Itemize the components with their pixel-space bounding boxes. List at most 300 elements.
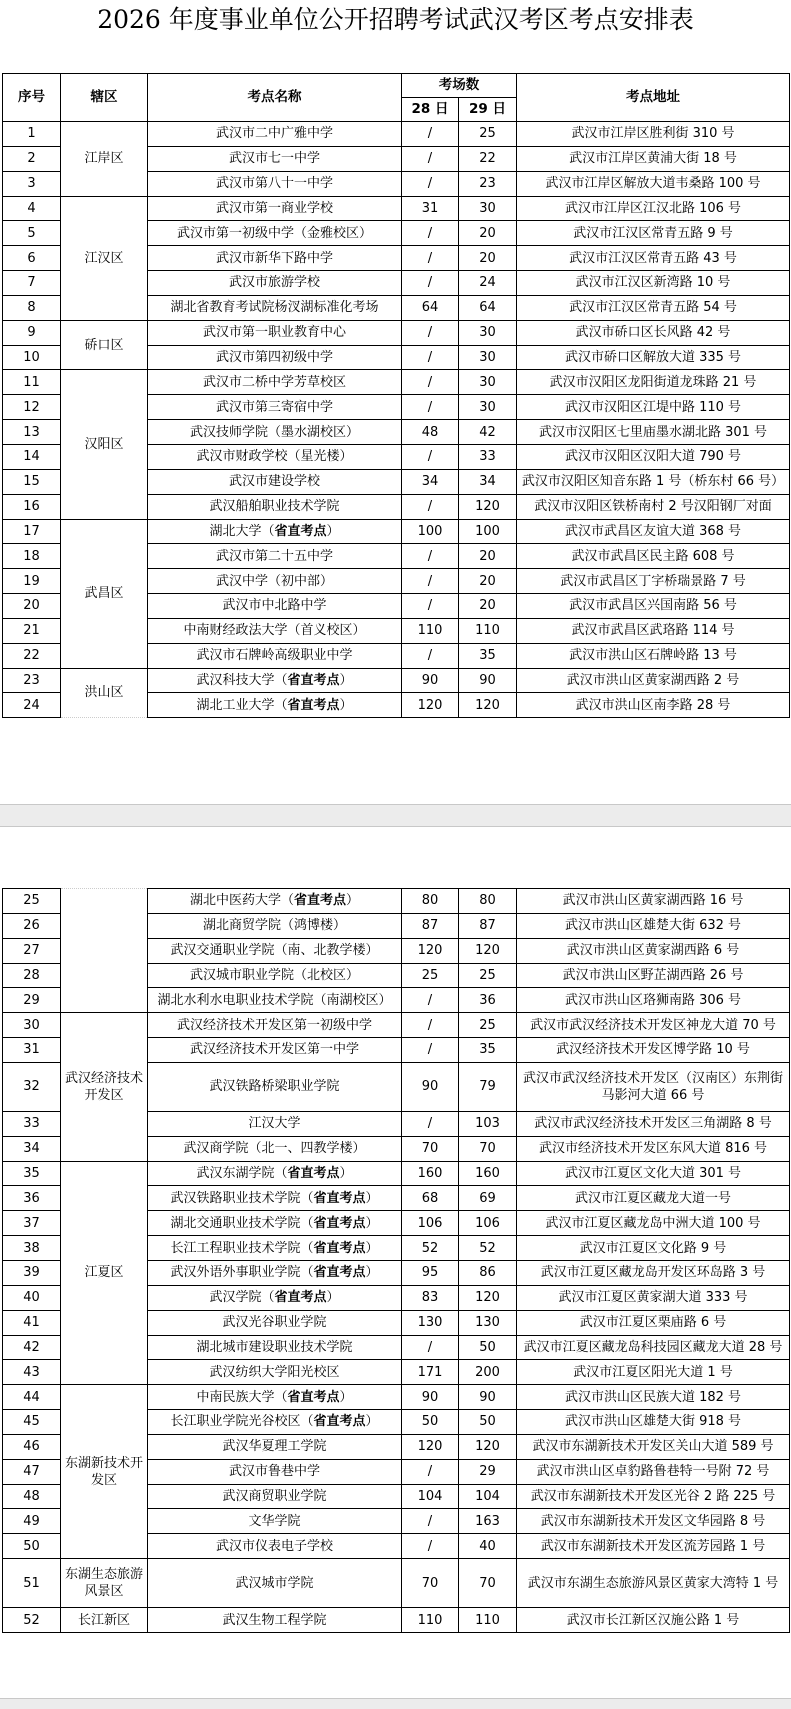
site-name xyxy=(148,1236,402,1261)
rooms-day-29: 20 xyxy=(459,544,517,569)
site-name xyxy=(148,1038,402,1063)
rooms-day-29: 30 xyxy=(459,196,517,221)
site-address: 武汉市江汉区新湾路 10 号 xyxy=(517,271,790,296)
site-address: 武汉市江夏区阳光大道 1 号 xyxy=(517,1360,790,1385)
site-address: 武汉市江夏区栗庙路 6 号 xyxy=(517,1310,790,1335)
site-name-text: 武汉市财政学校（星光楼） xyxy=(196,449,353,465)
provincial-site-note: 省直考点 xyxy=(293,893,346,909)
page-separator xyxy=(0,1698,791,1709)
rooms-day-28: / xyxy=(402,1013,459,1038)
site-name xyxy=(148,643,402,668)
rooms-day-28: 70 xyxy=(402,1559,459,1608)
site-name-tail: ） xyxy=(365,1265,379,1281)
provincial-site-note: 省直考点 xyxy=(313,1414,366,1430)
site-name xyxy=(148,246,402,271)
site-address: 武汉市江岸区胜利街 310 号 xyxy=(517,122,790,147)
site-name-text: 武汉市仪表电子学校 xyxy=(215,1538,333,1554)
rooms-day-29: 25 xyxy=(459,1013,517,1038)
row-index: 18 xyxy=(3,544,61,569)
rooms-day-29: 130 xyxy=(459,1310,517,1335)
rooms-day-29: 69 xyxy=(459,1186,517,1211)
site-name-text: 湖北省教育考试院杨汊湖标准化考场 xyxy=(170,300,379,316)
rooms-day-29: 86 xyxy=(459,1260,517,1285)
rooms-day-29: 103 xyxy=(459,1111,517,1136)
header-index: 序号 xyxy=(3,74,61,122)
site-name xyxy=(148,1459,402,1484)
rooms-day-29: 160 xyxy=(459,1161,517,1186)
site-name-text: 中南财经政法大学（首义校区） xyxy=(183,623,366,639)
rooms-day-28: / xyxy=(402,1459,459,1484)
rooms-day-29: 22 xyxy=(459,146,517,171)
rooms-day-28: 90 xyxy=(402,1062,459,1111)
site-name-text: 武汉华夏理工学院 xyxy=(222,1439,327,1455)
row-index: 5 xyxy=(3,221,61,246)
header-address: 考点地址 xyxy=(517,74,790,122)
district-cell: 江夏区 xyxy=(61,1161,148,1385)
site-address: 武汉市洪山区黄家湖西路 16 号 xyxy=(517,889,790,914)
rooms-day-28: 100 xyxy=(402,519,459,544)
provincial-site-note: 省直考点 xyxy=(313,1215,366,1231)
row-index: 13 xyxy=(3,420,61,445)
page-separator xyxy=(0,804,791,827)
row-index: 52 xyxy=(3,1608,61,1633)
rooms-day-29: 30 xyxy=(459,345,517,370)
site-name-tail: ） xyxy=(339,672,353,688)
rooms-day-28: 110 xyxy=(402,1608,459,1633)
rooms-day-29: 120 xyxy=(459,494,517,519)
rooms-day-28: / xyxy=(402,444,459,469)
provincial-site-note: 省直考点 xyxy=(287,697,340,713)
site-address: 武汉市武昌区丁字桥瑞景路 7 号 xyxy=(517,569,790,594)
site-name-tail: ） xyxy=(365,1240,379,1256)
row-index: 27 xyxy=(3,938,61,963)
site-name-text: 湖北城市建设职业技术学院 xyxy=(196,1339,353,1355)
table-body xyxy=(3,122,790,718)
rooms-day-29: 90 xyxy=(459,1385,517,1410)
row-index: 36 xyxy=(3,1186,61,1211)
site-address: 武汉经济技术开发区博学路 10 号 xyxy=(517,1038,790,1063)
site-address: 武汉市东湖新技术开发区关山大道 589 号 xyxy=(517,1434,790,1459)
site-name xyxy=(148,1013,402,1038)
rooms-day-28: 70 xyxy=(402,1136,459,1161)
site-name-text: 武汉市二桥中学芳草校区 xyxy=(202,374,346,390)
table-row xyxy=(3,196,790,221)
rooms-day-28: 130 xyxy=(402,1310,459,1335)
table-row xyxy=(3,889,790,914)
table-row xyxy=(3,1013,790,1038)
row-index: 46 xyxy=(3,1434,61,1459)
rooms-day-29: 50 xyxy=(459,1410,517,1435)
rooms-day-28: 34 xyxy=(402,469,459,494)
site-name xyxy=(148,938,402,963)
rooms-day-29: 35 xyxy=(459,1038,517,1063)
rooms-day-28: / xyxy=(402,594,459,619)
site-name-tail: ） xyxy=(339,1389,353,1405)
district-cell: 武昌区 xyxy=(61,519,148,668)
row-index: 30 xyxy=(3,1013,61,1038)
table-row xyxy=(3,668,790,693)
site-address: 武汉市汉阳区汉阳大道 790 号 xyxy=(517,444,790,469)
row-index: 24 xyxy=(3,693,61,718)
provincial-site-note: 省直考点 xyxy=(313,1240,366,1256)
site-address: 武汉市江夏区文化路 9 号 xyxy=(517,1236,790,1261)
site-name xyxy=(148,889,402,914)
row-index: 20 xyxy=(3,594,61,619)
site-address: 武汉市江夏区藏龙岛中洲大道 100 号 xyxy=(517,1211,790,1236)
row-index: 12 xyxy=(3,395,61,420)
site-address: 武汉市武昌区兴国南路 56 号 xyxy=(517,594,790,619)
site-name xyxy=(148,1260,402,1285)
rooms-day-29: 200 xyxy=(459,1360,517,1385)
provincial-site-note: 省直考点 xyxy=(287,1389,340,1405)
site-name xyxy=(148,963,402,988)
rooms-day-29: 70 xyxy=(459,1136,517,1161)
rooms-day-28: 83 xyxy=(402,1285,459,1310)
rooms-day-29: 30 xyxy=(459,370,517,395)
table-row xyxy=(3,1608,790,1633)
site-name-text: 湖北水利水电职业技术学院（南湖校区） xyxy=(157,992,392,1008)
site-address: 武汉市洪山区黄家湖西路 2 号 xyxy=(517,668,790,693)
site-address: 武汉市硚口区解放大道 335 号 xyxy=(517,345,790,370)
site-name xyxy=(148,196,402,221)
table-header xyxy=(3,74,790,122)
site-name-text: 武汉光谷职业学院 xyxy=(222,1315,327,1331)
site-name xyxy=(148,370,402,395)
row-index: 4 xyxy=(3,196,61,221)
site-address: 武汉市洪山区珞狮南路 306 号 xyxy=(517,988,790,1013)
site-name xyxy=(148,295,402,320)
rooms-day-29: 120 xyxy=(459,693,517,718)
row-index: 43 xyxy=(3,1360,61,1385)
row-index: 32 xyxy=(3,1062,61,1111)
row-index: 39 xyxy=(3,1260,61,1285)
site-address: 武汉市江夏区黄家湖大道 333 号 xyxy=(517,1285,790,1310)
site-name xyxy=(148,618,402,643)
rooms-day-28: 106 xyxy=(402,1211,459,1236)
rooms-day-28: 80 xyxy=(402,889,459,914)
site-address: 武汉市汉阳区七里庙墨水湖北路 301 号 xyxy=(517,420,790,445)
site-name-text: 湖北交通职业技术学院（ xyxy=(170,1215,314,1231)
site-name-text: 武汉生物工程学院 xyxy=(222,1612,327,1628)
rooms-day-28: / xyxy=(402,1509,459,1534)
rooms-day-28: 90 xyxy=(402,668,459,693)
site-name-text: 湖北中医药大学（ xyxy=(189,893,294,909)
site-name-text: 武汉技师学院（墨水湖校区） xyxy=(189,424,359,440)
site-name-text: 中南民族大学（ xyxy=(196,1389,288,1405)
district-cell: 洪山区 xyxy=(61,668,148,718)
site-name-text: 武汉经济技术开发区第一初级中学 xyxy=(176,1017,372,1033)
site-name xyxy=(148,1360,402,1385)
site-name xyxy=(148,693,402,718)
rooms-day-28: 104 xyxy=(402,1484,459,1509)
district-cell xyxy=(61,889,148,1013)
site-name-text: 武汉中学（初中部） xyxy=(215,573,333,589)
site-address: 武汉市江夏区文化大道 301 号 xyxy=(517,1161,790,1186)
row-index: 40 xyxy=(3,1285,61,1310)
header-district: 辖区 xyxy=(61,74,148,122)
rooms-day-28: / xyxy=(402,122,459,147)
site-address: 武汉市武汉经济技术开发区神龙大道 70 号 xyxy=(517,1013,790,1038)
rooms-day-28: 64 xyxy=(402,295,459,320)
site-name-tail: ） xyxy=(339,697,353,713)
rooms-day-29: 20 xyxy=(459,594,517,619)
provincial-site-note: 省直考点 xyxy=(274,523,327,539)
site-name-tail: ） xyxy=(365,1215,379,1231)
site-address: 武汉市武昌区民主路 608 号 xyxy=(517,544,790,569)
site-address: 武汉市江岸区解放大道韦桑路 100 号 xyxy=(517,171,790,196)
row-index: 2 xyxy=(3,146,61,171)
rooms-day-29: 163 xyxy=(459,1509,517,1534)
site-name-text: 武汉市建设学校 xyxy=(228,474,320,490)
site-name xyxy=(148,1111,402,1136)
rooms-day-29: 30 xyxy=(459,320,517,345)
site-name-text: 武汉市第二十五中学 xyxy=(215,548,333,564)
site-address: 武汉市东湖新技术开发区光谷 2 路 225 号 xyxy=(517,1484,790,1509)
rooms-day-28: 120 xyxy=(402,1434,459,1459)
rooms-day-29: 35 xyxy=(459,643,517,668)
row-index: 35 xyxy=(3,1161,61,1186)
site-name-text: 武汉市二中广雅中学 xyxy=(215,126,333,142)
rooms-day-28: / xyxy=(402,643,459,668)
header-rooms: 考场数 xyxy=(402,74,517,98)
site-name-tail: ） xyxy=(365,1190,379,1206)
site-address: 武汉市洪山区雄楚大街 918 号 xyxy=(517,1410,790,1435)
site-name xyxy=(148,320,402,345)
rooms-day-28: 31 xyxy=(402,196,459,221)
site-address: 武汉市东湖生态旅游风景区黄家大湾特 1 号 xyxy=(517,1559,790,1608)
district-cell: 东湖新技术开发区 xyxy=(61,1385,148,1559)
rooms-day-29: 34 xyxy=(459,469,517,494)
site-name-text: 文华学院 xyxy=(248,1513,301,1529)
site-name-text: 武汉市旅游学校 xyxy=(228,275,320,291)
site-name-text: 武汉市鲁巷中学 xyxy=(228,1464,320,1480)
site-name-text: 武汉市第四初级中学 xyxy=(215,350,333,366)
site-name-text: 武汉经济技术开发区第一中学 xyxy=(189,1042,359,1058)
site-name xyxy=(148,1385,402,1410)
rooms-day-28: 87 xyxy=(402,913,459,938)
site-name xyxy=(148,1534,402,1559)
site-name-text: 武汉交通职业学院（南、北教学楼） xyxy=(170,943,379,959)
site-name xyxy=(148,420,402,445)
district-cell: 武汉经济技术开发区 xyxy=(61,1013,148,1161)
site-address: 武汉市汉阳区龙阳街道龙珠路 21 号 xyxy=(517,370,790,395)
row-index: 23 xyxy=(3,668,61,693)
row-index: 51 xyxy=(3,1559,61,1608)
rooms-day-28: 52 xyxy=(402,1236,459,1261)
rooms-day-29: 120 xyxy=(459,1434,517,1459)
row-index: 10 xyxy=(3,345,61,370)
site-name xyxy=(148,1136,402,1161)
site-name-tail: ） xyxy=(326,523,340,539)
site-address: 武汉市武汉经济技术开发区三角湖路 8 号 xyxy=(517,1111,790,1136)
site-name-text: 武汉市新华下路中学 xyxy=(215,250,333,266)
rooms-day-28: 171 xyxy=(402,1360,459,1385)
rooms-day-29: 120 xyxy=(459,1285,517,1310)
site-name xyxy=(148,1559,402,1608)
rooms-day-29: 20 xyxy=(459,246,517,271)
row-index: 28 xyxy=(3,963,61,988)
rooms-day-29: 20 xyxy=(459,569,517,594)
site-name-text: 武汉东湖学院（ xyxy=(196,1166,288,1182)
row-index: 6 xyxy=(3,246,61,271)
site-name-text: 武汉船舶职业技术学院 xyxy=(209,499,340,515)
rooms-day-28: 160 xyxy=(402,1161,459,1186)
site-name-text: 武汉市第一职业教育中心 xyxy=(202,325,346,341)
district-cell: 江岸区 xyxy=(61,122,148,197)
rooms-day-29: 64 xyxy=(459,295,517,320)
site-address: 武汉市东湖新技术开发区流芳园路 1 号 xyxy=(517,1534,790,1559)
table-row xyxy=(3,370,790,395)
site-name-text: 长江工程职业技术学院（ xyxy=(170,1240,314,1256)
rooms-day-28: 90 xyxy=(402,1385,459,1410)
rooms-day-28: / xyxy=(402,345,459,370)
rooms-day-28: 110 xyxy=(402,618,459,643)
row-index: 37 xyxy=(3,1211,61,1236)
rooms-day-28: / xyxy=(402,146,459,171)
site-name xyxy=(148,913,402,938)
row-index: 3 xyxy=(3,171,61,196)
row-index: 45 xyxy=(3,1410,61,1435)
row-index: 11 xyxy=(3,370,61,395)
rooms-day-29: 50 xyxy=(459,1335,517,1360)
site-name-tail: ） xyxy=(326,1290,340,1306)
site-address: 武汉市长江新区汉施公路 1 号 xyxy=(517,1608,790,1633)
rooms-day-29: 100 xyxy=(459,519,517,544)
site-name-text: 武汉市第八十一中学 xyxy=(215,176,333,192)
site-name xyxy=(148,1410,402,1435)
site-address: 武汉市洪山区民族大道 182 号 xyxy=(517,1385,790,1410)
rooms-day-28: / xyxy=(402,569,459,594)
rooms-day-29: 52 xyxy=(459,1236,517,1261)
provincial-site-note: 省直考点 xyxy=(313,1190,366,1206)
rooms-day-29: 90 xyxy=(459,668,517,693)
row-index: 15 xyxy=(3,469,61,494)
site-address: 武汉市武汉经济技术开发区（汉南区）东荆街马影河大道 66 号 xyxy=(517,1062,790,1111)
site-name xyxy=(148,519,402,544)
rooms-day-29: 70 xyxy=(459,1559,517,1608)
rooms-day-29: 40 xyxy=(459,1534,517,1559)
site-address: 武汉市汉阳区铁桥南村 2 号汉阳钢厂对面 xyxy=(517,494,790,519)
row-index: 17 xyxy=(3,519,61,544)
site-address: 武汉市武昌区友谊大道 368 号 xyxy=(517,519,790,544)
site-name xyxy=(148,146,402,171)
site-name-text: 武汉纺织大学阳光校区 xyxy=(209,1364,340,1380)
rooms-day-28: / xyxy=(402,320,459,345)
site-address: 武汉市江岸区黄浦大街 18 号 xyxy=(517,146,790,171)
table-row xyxy=(3,1559,790,1608)
rooms-day-29: 30 xyxy=(459,395,517,420)
site-name-text: 湖北大学（ xyxy=(209,523,275,539)
site-name-text: 江汉大学 xyxy=(248,1116,301,1132)
rooms-day-29: 80 xyxy=(459,889,517,914)
row-index: 34 xyxy=(3,1136,61,1161)
district-cell: 长江新区 xyxy=(61,1608,148,1633)
rooms-day-28: 48 xyxy=(402,420,459,445)
site-name xyxy=(148,544,402,569)
rooms-day-28: / xyxy=(402,370,459,395)
row-index: 44 xyxy=(3,1385,61,1410)
rooms-day-29: 110 xyxy=(459,1608,517,1633)
rooms-day-29: 104 xyxy=(459,1484,517,1509)
site-address: 武汉市洪山区雄楚大街 632 号 xyxy=(517,913,790,938)
site-address: 武汉市汉阳区知音东路 1 号（桥东村 66 号） xyxy=(517,469,790,494)
site-address: 武汉市洪山区南李路 28 号 xyxy=(517,693,790,718)
site-name-text: 武汉铁路职业技术学院（ xyxy=(170,1190,314,1206)
row-index: 25 xyxy=(3,889,61,914)
site-name xyxy=(148,494,402,519)
site-name-text: 武汉外语外事职业学院（ xyxy=(170,1265,314,1281)
site-name xyxy=(148,1062,402,1111)
page-title: 2026 年度事业单位公开招聘考试武汉考区考点安排表 xyxy=(97,5,694,34)
site-name xyxy=(148,122,402,147)
site-name xyxy=(148,1608,402,1633)
row-index: 16 xyxy=(3,494,61,519)
rooms-day-29: 23 xyxy=(459,171,517,196)
rooms-day-28: / xyxy=(402,171,459,196)
row-index: 50 xyxy=(3,1534,61,1559)
table-row xyxy=(3,519,790,544)
site-name xyxy=(148,221,402,246)
site-address: 武汉市江岸区江汉北路 106 号 xyxy=(517,196,790,221)
rooms-day-28: / xyxy=(402,271,459,296)
row-index: 47 xyxy=(3,1459,61,1484)
row-index: 22 xyxy=(3,643,61,668)
site-name-tail: ） xyxy=(346,893,360,909)
site-name-text: 湖北商贸学院（鸿博楼） xyxy=(202,918,346,934)
site-name-tail: ） xyxy=(365,1414,379,1430)
rooms-day-29: 29 xyxy=(459,1459,517,1484)
site-name xyxy=(148,1186,402,1211)
site-name-text: 武汉学院（ xyxy=(209,1290,275,1306)
row-index: 19 xyxy=(3,569,61,594)
site-name xyxy=(148,1161,402,1186)
header-day-28: 28 日 xyxy=(402,98,459,122)
site-name-text: 武汉市七一中学 xyxy=(228,151,320,167)
provincial-site-note: 省直考点 xyxy=(287,672,340,688)
rooms-day-28: 120 xyxy=(402,938,459,963)
row-index: 49 xyxy=(3,1509,61,1534)
site-name xyxy=(148,1484,402,1509)
row-index: 48 xyxy=(3,1484,61,1509)
rooms-day-28: / xyxy=(402,1111,459,1136)
rooms-day-28: / xyxy=(402,246,459,271)
site-name-text: 武汉市第一初级中学（金雅校区） xyxy=(176,225,372,241)
site-address: 武汉市江汉区常青五路 54 号 xyxy=(517,295,790,320)
row-index: 29 xyxy=(3,988,61,1013)
rooms-day-29: 79 xyxy=(459,1062,517,1111)
site-address: 武汉市江汉区常青五路 9 号 xyxy=(517,221,790,246)
site-name-tail: ） xyxy=(339,1166,353,1182)
site-name-text: 武汉市第一商业学校 xyxy=(215,200,333,216)
site-name xyxy=(148,1434,402,1459)
site-name-text: 武汉科技大学（ xyxy=(196,672,288,688)
row-index: 9 xyxy=(3,320,61,345)
rooms-day-28: 25 xyxy=(402,963,459,988)
site-address: 武汉市江夏区藏龙岛开发区环岛路 3 号 xyxy=(517,1260,790,1285)
rooms-day-29: 42 xyxy=(459,420,517,445)
rooms-day-28: / xyxy=(402,395,459,420)
provincial-site-note: 省直考点 xyxy=(313,1265,366,1281)
site-address: 武汉市江夏区藏龙岛科技园区藏龙大道 28 号 xyxy=(517,1335,790,1360)
rooms-day-28: / xyxy=(402,1038,459,1063)
row-index: 8 xyxy=(3,295,61,320)
rooms-day-29: 25 xyxy=(459,963,517,988)
row-index: 41 xyxy=(3,1310,61,1335)
site-address: 武汉市武昌区武珞路 114 号 xyxy=(517,618,790,643)
site-name xyxy=(148,395,402,420)
rooms-day-29: 24 xyxy=(459,271,517,296)
row-index: 42 xyxy=(3,1335,61,1360)
